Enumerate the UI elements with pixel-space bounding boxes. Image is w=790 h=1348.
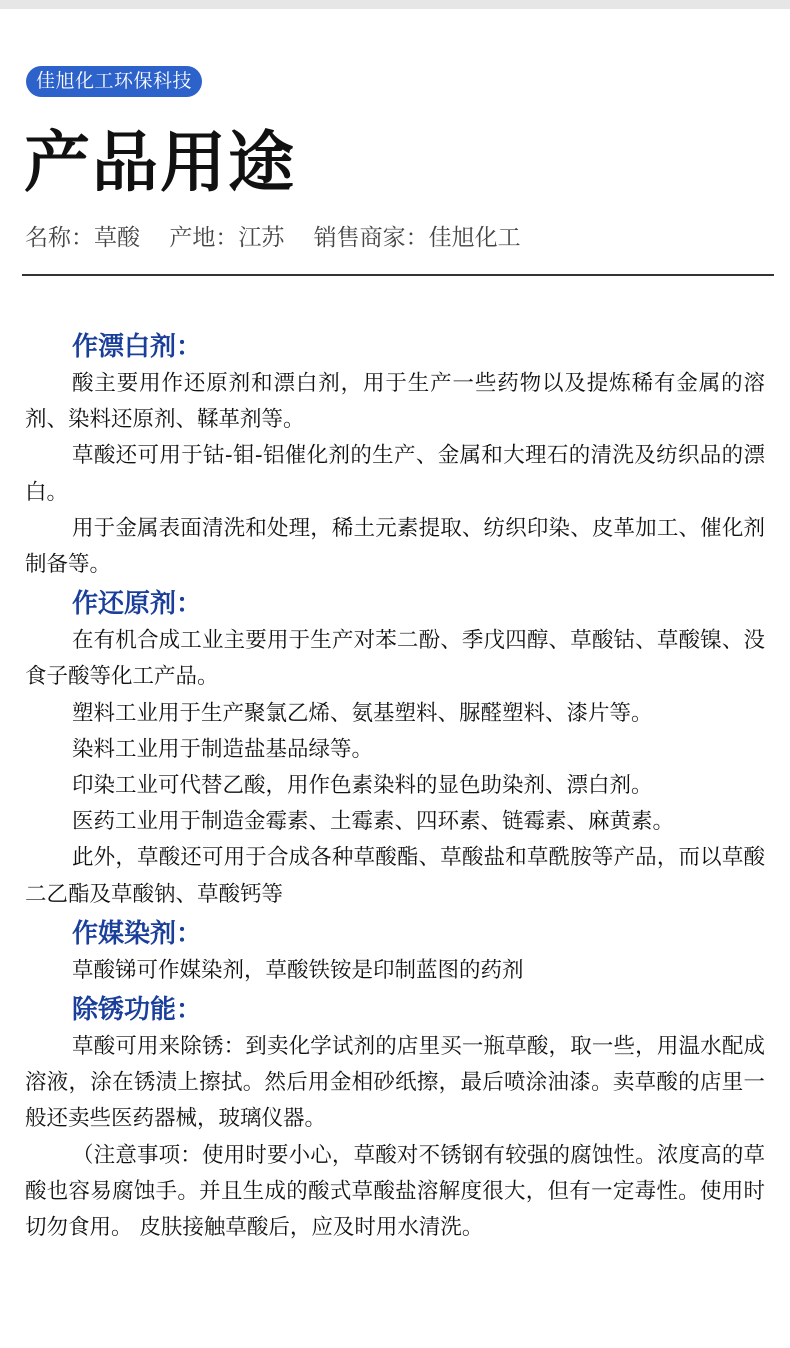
product-meta: [25, 222, 543, 254]
paragraph: （注意事项：使用时要小心，草酸对不锈钢有较强的腐蚀性。浓度高的草酸也容易腐蚀手。并且生成的酸式草酸盐溶解度很大，但有一定毒性。使用时切勿食用。 皮肤接触草酸后，应及时用水清洗。: [25, 1142, 765, 1241]
paragraph: 医药工业用于制造金霉素、土霉素、四环素、链霉素、麻黄素。: [72, 809, 675, 835]
paragraph: 草酸还可用于钴-钼-铝催化剂的生产、金属和大理石的清洗及纺织品的漂白。: [25, 443, 765, 505]
paragraph: 染料工业用于制造盐基品绿等。: [72, 736, 374, 762]
paragraph: 草酸锑可作媒染剂，草酸铁铵是印制蓝图的药剂: [72, 957, 524, 983]
paragraph: 此外，草酸还可用于合成各种草酸酯、草酸盐和草酰胺等产品，而以草酸二乙酯及草酸钠、草酸钙等: [25, 845, 765, 907]
paragraph: 酸主要用作还原剂和漂白剂，用于生产一些药物以及提炼稀有金属的溶剂、染料还原剂、鞣革剂等。: [25, 371, 765, 433]
paragraph: 草酸可用来除锈：到卖化学试剂的店里买一瓶草酸，取一些，用温水配成溶液，涂在锈渍上擦拭。然后用金相砂纸擦，最后喷涂油漆。卖草酸的店里一般还卖些医药器械，玻璃仪器。: [25, 1034, 765, 1132]
usage-content: [25, 326, 765, 1246]
company-badge: 佳旭化工环保科技: [26, 66, 202, 97]
paragraph: 塑料工业用于生产聚氯乙烯、氨基塑料、脲醛塑料、漆片等。: [72, 700, 653, 726]
divider: [22, 274, 774, 276]
section-heading-rust-removal: 除锈功能：: [72, 995, 203, 1026]
section-heading-mordant: 作媒染剂：: [72, 918, 203, 949]
page-title: 产品用途: [24, 124, 296, 201]
product-name: 名称：草酸: [25, 225, 140, 251]
paragraph: 在有机合成工业主要用于生产对苯二酚、季戊四醇、草酸钴、草酸镍、没食子酸等化工产品。: [25, 628, 765, 690]
section-heading-reducer: 作还原剂：: [72, 589, 203, 620]
product-origin: 产地：江苏: [169, 225, 285, 251]
paragraph: 用于金属表面清洗和处理，稀土元素提取、纺织印染、皮革加工、催化剂制备等。: [25, 515, 765, 578]
top-band: [0, 0, 790, 9]
product-seller: 销售商家：佳旭化工: [313, 225, 521, 251]
paragraph: 印染工业可代替乙酸，用作色素染料的显色助染剂、漂白剂。: [72, 773, 653, 799]
section-heading-bleach: 作漂白剂：: [72, 332, 203, 362]
